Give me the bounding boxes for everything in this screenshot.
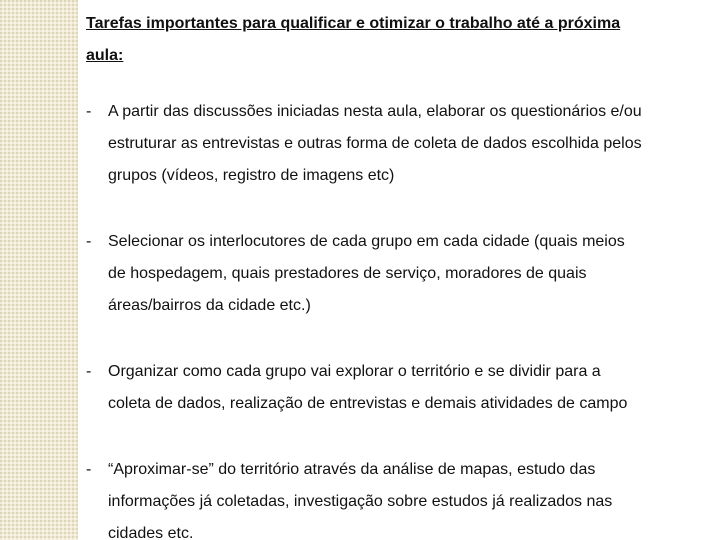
task-list bbox=[86, 96, 720, 540]
task-4-line-1: “Aproximar-se” do território através da análise de mapas, estudo das bbox=[108, 461, 596, 478]
task-item-2 bbox=[86, 226, 720, 322]
task-1-line-3: grupos (vídeos, registro de imagens etc) bbox=[108, 167, 395, 184]
task-2-line-3: áreas/bairros da cidade etc.) bbox=[108, 297, 311, 314]
task-4-line-3: cidades etc. bbox=[108, 525, 194, 540]
task-4-line-2: informações já coletadas, investigação sobre estudos já realizados nas bbox=[108, 493, 613, 510]
slide-content bbox=[86, 0, 720, 540]
task-3-line-2: coleta de dados, realização de entrevistas e demais atividades de campo bbox=[108, 395, 628, 412]
task-2-line-1: Selecionar os interlocutores de cada grupo em cada cidade (quais meios bbox=[108, 233, 625, 250]
slide-heading bbox=[86, 8, 696, 72]
task-1-line-2: estruturar as entrevistas e outras forma de coleta de dados escolhida pelos bbox=[108, 135, 642, 152]
task-3-line-1: Organizar como cada grupo vai explorar o território e se dividir para a bbox=[108, 363, 601, 380]
bullet-dash: - bbox=[86, 461, 92, 478]
bullet-dash: - bbox=[86, 233, 92, 250]
bullet-dash: - bbox=[86, 103, 92, 120]
bullet-dash: - bbox=[86, 363, 92, 380]
decorative-side-pattern bbox=[0, 0, 78, 540]
task-1-line-1: A partir das discussões iniciadas nesta aula, elaborar os questionários e/ou bbox=[108, 103, 642, 120]
heading-line-1: Tarefas importantes para qualificar e otimizar o trabalho até a próxima bbox=[86, 15, 621, 32]
task-item-4 bbox=[86, 454, 720, 540]
task-2-line-2: de hospedagem, quais prestadores de serviço, moradores de quais bbox=[108, 265, 587, 282]
task-item-1 bbox=[86, 96, 720, 192]
heading-line-2: aula: bbox=[86, 47, 124, 64]
task-item-3 bbox=[86, 356, 720, 420]
